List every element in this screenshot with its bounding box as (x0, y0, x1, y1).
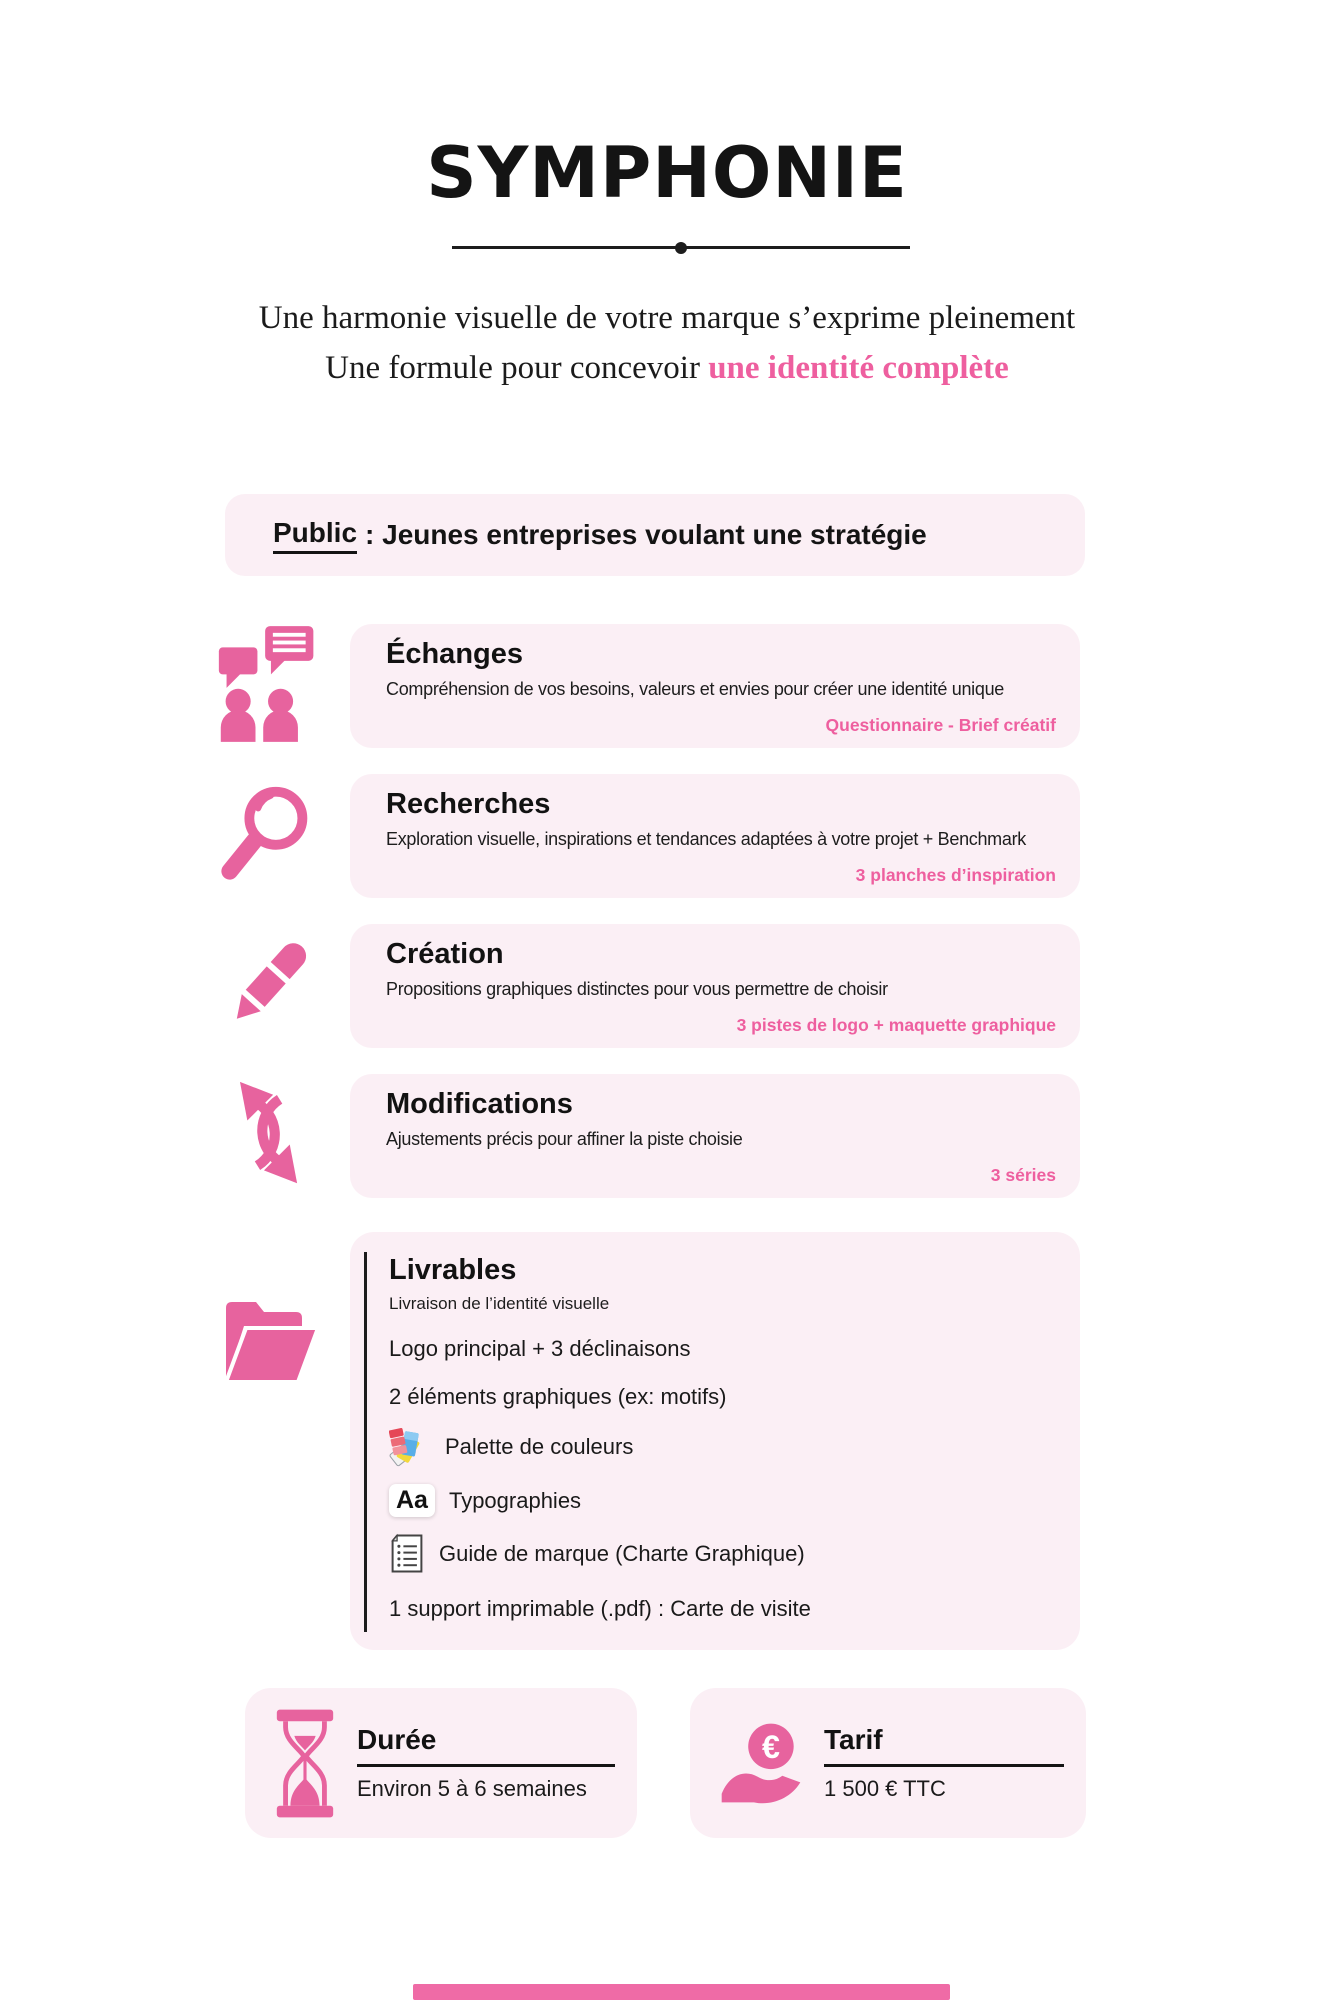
livrable-item (389, 1533, 1056, 1574)
duree-title: Durée (357, 1724, 615, 1767)
step-card-creation (350, 924, 1080, 1048)
subtitle-line2 (0, 345, 1334, 391)
typography-icon: Aa (389, 1484, 435, 1517)
livrables-section (213, 1232, 1080, 1650)
brand-guide-icon (389, 1533, 425, 1574)
folder-icon (213, 1232, 325, 1650)
step-tag: 3 séries (990, 1165, 1056, 1185)
step-description: Ajustements précis pour affiner la piste choisie (386, 1129, 743, 1150)
livrable-item-label: Palette de couleurs (445, 1434, 634, 1459)
svg-text:€: € (761, 1728, 780, 1765)
color-palette-icon (389, 1426, 431, 1468)
page-title: SYMPHONIE (426, 131, 908, 214)
duree-value: Environ 5 à 6 semaines (357, 1776, 587, 1801)
public-label: Public (273, 517, 357, 554)
step-title: Échanges (386, 638, 523, 670)
step-row-modifications (213, 1068, 1080, 1198)
livrables-title: Livrables (389, 1254, 517, 1286)
step-description: Propositions graphiques distinctes pour vous permettre de choisir (386, 979, 888, 1000)
step-description: Compréhension de vos besoins, valeurs et envies pour créer une identité unique (386, 679, 1004, 700)
step-card-echanges (350, 624, 1080, 748)
step-title: Création (386, 938, 504, 970)
tarif-value: 1 500 € TTC (824, 1776, 946, 1801)
duree-text (357, 1724, 615, 1802)
step-title: Modifications (386, 1088, 573, 1120)
people-chat-icon (213, 618, 325, 748)
divider-dot-icon (675, 242, 687, 254)
step-title: Recherches (386, 788, 551, 820)
livrables-subtitle: Livraison de l’identité visuelle (389, 1294, 610, 1313)
step-description: Exploration visuelle, inspirations et tendances adaptées à votre projet + Benchmark (386, 829, 1026, 850)
livrables-card (350, 1232, 1080, 1650)
step-row-echanges (213, 618, 1080, 748)
livrable-item: 2 éléments graphiques (ex: motifs) (389, 1384, 727, 1409)
step-tag: 3 planches d’inspiration (855, 865, 1056, 885)
livrable-item: 1 support imprimable (.pdf) : Carte de visite (389, 1596, 811, 1621)
livrable-item (389, 1426, 1056, 1468)
tarif-title: Tarif (824, 1724, 1064, 1767)
step-row-creation (213, 918, 1080, 1048)
tarif-card (690, 1688, 1086, 1838)
step-tag: Questionnaire - Brief créatif (825, 715, 1056, 735)
livrable-item (389, 1484, 1056, 1517)
livrable-item: Logo principal + 3 déclinaisons (389, 1336, 691, 1361)
step-tag: 3 pistes de logo + maquette graphique (736, 1015, 1056, 1035)
step-row-recherches (213, 768, 1080, 898)
tarif-text (824, 1724, 1064, 1802)
euro-hand-icon (716, 1718, 806, 1808)
public-banner (225, 494, 1085, 576)
livrable-item-label: Guide de marque (Charte Graphique) (439, 1540, 805, 1566)
livrables-content (364, 1252, 1056, 1632)
step-card-recherches (350, 774, 1080, 898)
bottom-accent-bar (413, 1984, 950, 2000)
subtitle-line1: Une harmonie visuelle de votre marque s’exprime pleinement (258, 300, 1076, 336)
step-card-modifications (350, 1074, 1080, 1198)
pencil-icon (213, 918, 325, 1048)
public-separator: : (365, 519, 375, 550)
public-text: Jeunes entreprises voulant une stratégie (382, 519, 927, 550)
refresh-icon (213, 1068, 325, 1198)
duree-card (245, 1688, 637, 1838)
hourglass-icon (271, 1707, 339, 1820)
title-divider (452, 246, 910, 249)
subtitle-line2-prefix: Une formule pour concevoir (325, 350, 709, 386)
subtitle-line2-highlight: une identité complète (708, 350, 1009, 386)
magnifier-icon (213, 768, 325, 898)
livrable-item-label: Typographies (448, 1487, 582, 1513)
